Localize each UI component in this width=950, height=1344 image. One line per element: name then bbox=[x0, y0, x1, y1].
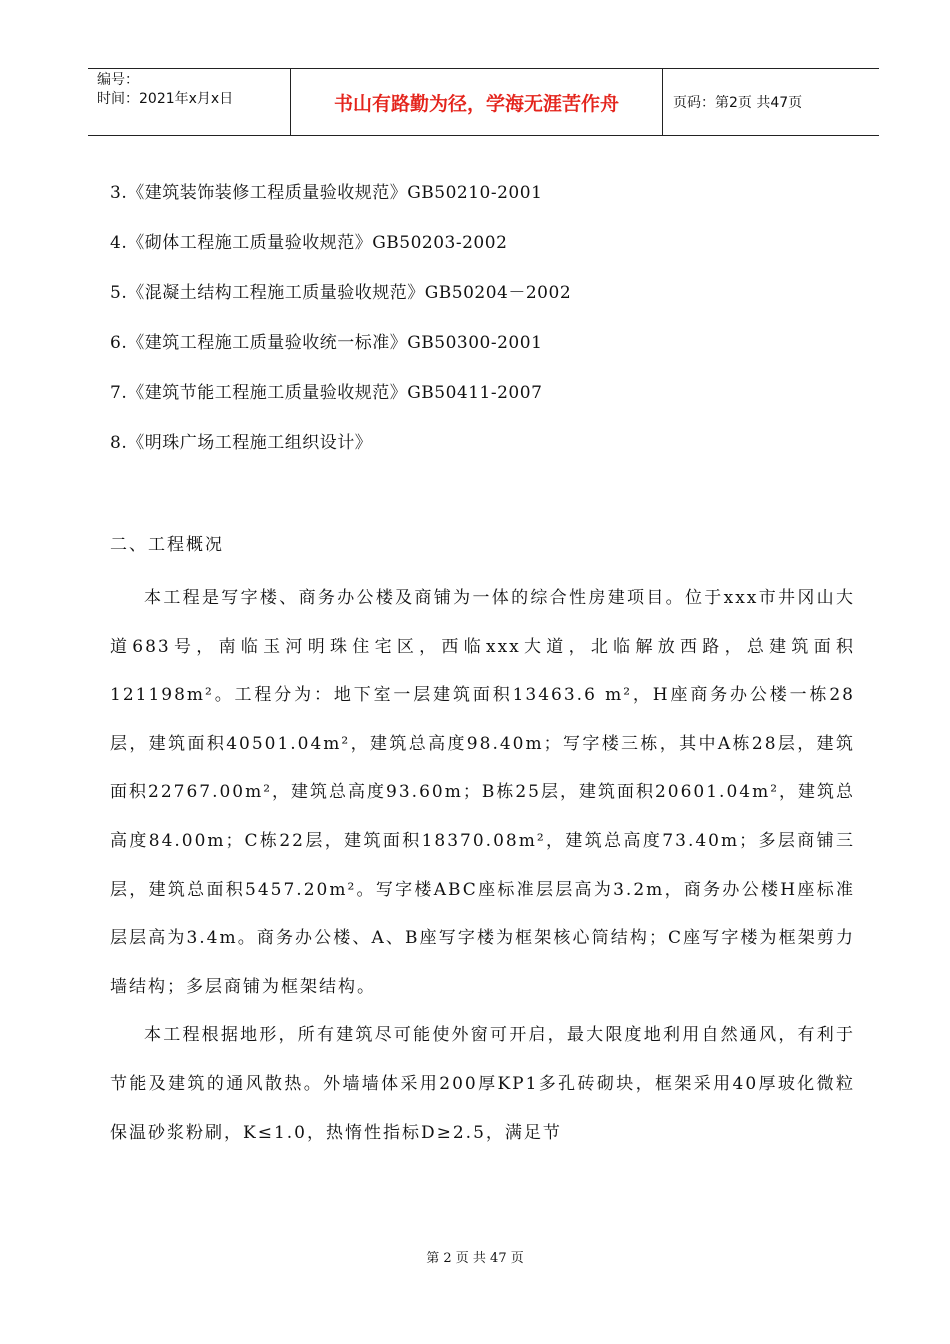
page-header bbox=[88, 68, 879, 136]
header-motto: 书山有路勤为径，学海无涯苦作舟 bbox=[291, 69, 663, 135]
reference-item: 6.《建筑工程施工质量验收统一标准》GB50300-2001 bbox=[110, 333, 543, 353]
reference-list bbox=[110, 168, 855, 468]
reference-item: 4.《砌体工程施工质量验收规范》GB50203-2002 bbox=[110, 233, 508, 253]
document-body bbox=[110, 168, 855, 1157]
reference-item: 3.《建筑装饰装修工程质量验收规范》GB50210-2001 bbox=[110, 183, 543, 203]
header-page-info: 页码：第2页 共47页 bbox=[673, 95, 803, 111]
section-title: 二、工程概况 bbox=[110, 535, 224, 555]
number-label: 编号： bbox=[97, 72, 139, 88]
reference-item: 5.《混凝土结构工程施工质量验收规范》GB50204－2002 bbox=[110, 283, 572, 303]
reference-item: 8.《明珠广场工程施工组织设计》 bbox=[110, 433, 373, 453]
time-label: 时间：2021年x月x日 bbox=[97, 91, 234, 107]
page-footer: 第 2 页 共 47 页 bbox=[426, 1251, 524, 1266]
paragraph: 本工程根据地形，所有建筑尽可能使外窗可开启，最大限度地利用自然通风，有利于节能及建筑的通风散热。外墙墙体采用200厚KP1多孔砖砌块，框架采用40厚玻化微粒保温砂浆粉刷，K≤1.0，热惰性指标D≥2.5，满足节 bbox=[110, 1025, 855, 1143]
reference-item: 7.《建筑节能工程施工质量验收规范》GB50411-2007 bbox=[110, 383, 543, 403]
paragraph: 本工程是写字楼、商务办公楼及商铺为一体的综合性房建项目。位于xxx市井冈山大道683号，南临玉河明珠住宅区，西临xxx大道，北临解放西路，总建筑面积121198m²。工程分为：地下室一层建筑面积13463.6 m²，H座商务办公楼一栋28层，建筑面积40501.04m²，建筑总高度98.40m；写字楼三栋，其中A栋28层，建筑面积22767.00m²，建筑总高度93.60m；B栋25层，建筑面积20601.04m²，建筑总高度84.00m；C栋22层，建筑面积18370.08m²，建筑总高度73.40m；多层商铺三层，建筑总面积5457.20m²。写字楼ABC座标准层层高为3.2m，商务办公楼H座标准层层高为3.4m。商务办公楼、A、B座写字楼为框架核心筒结构；C座写字楼为框架剪力墙结构；多层商铺为框架结构。 bbox=[110, 588, 856, 997]
header-meta bbox=[88, 69, 291, 135]
